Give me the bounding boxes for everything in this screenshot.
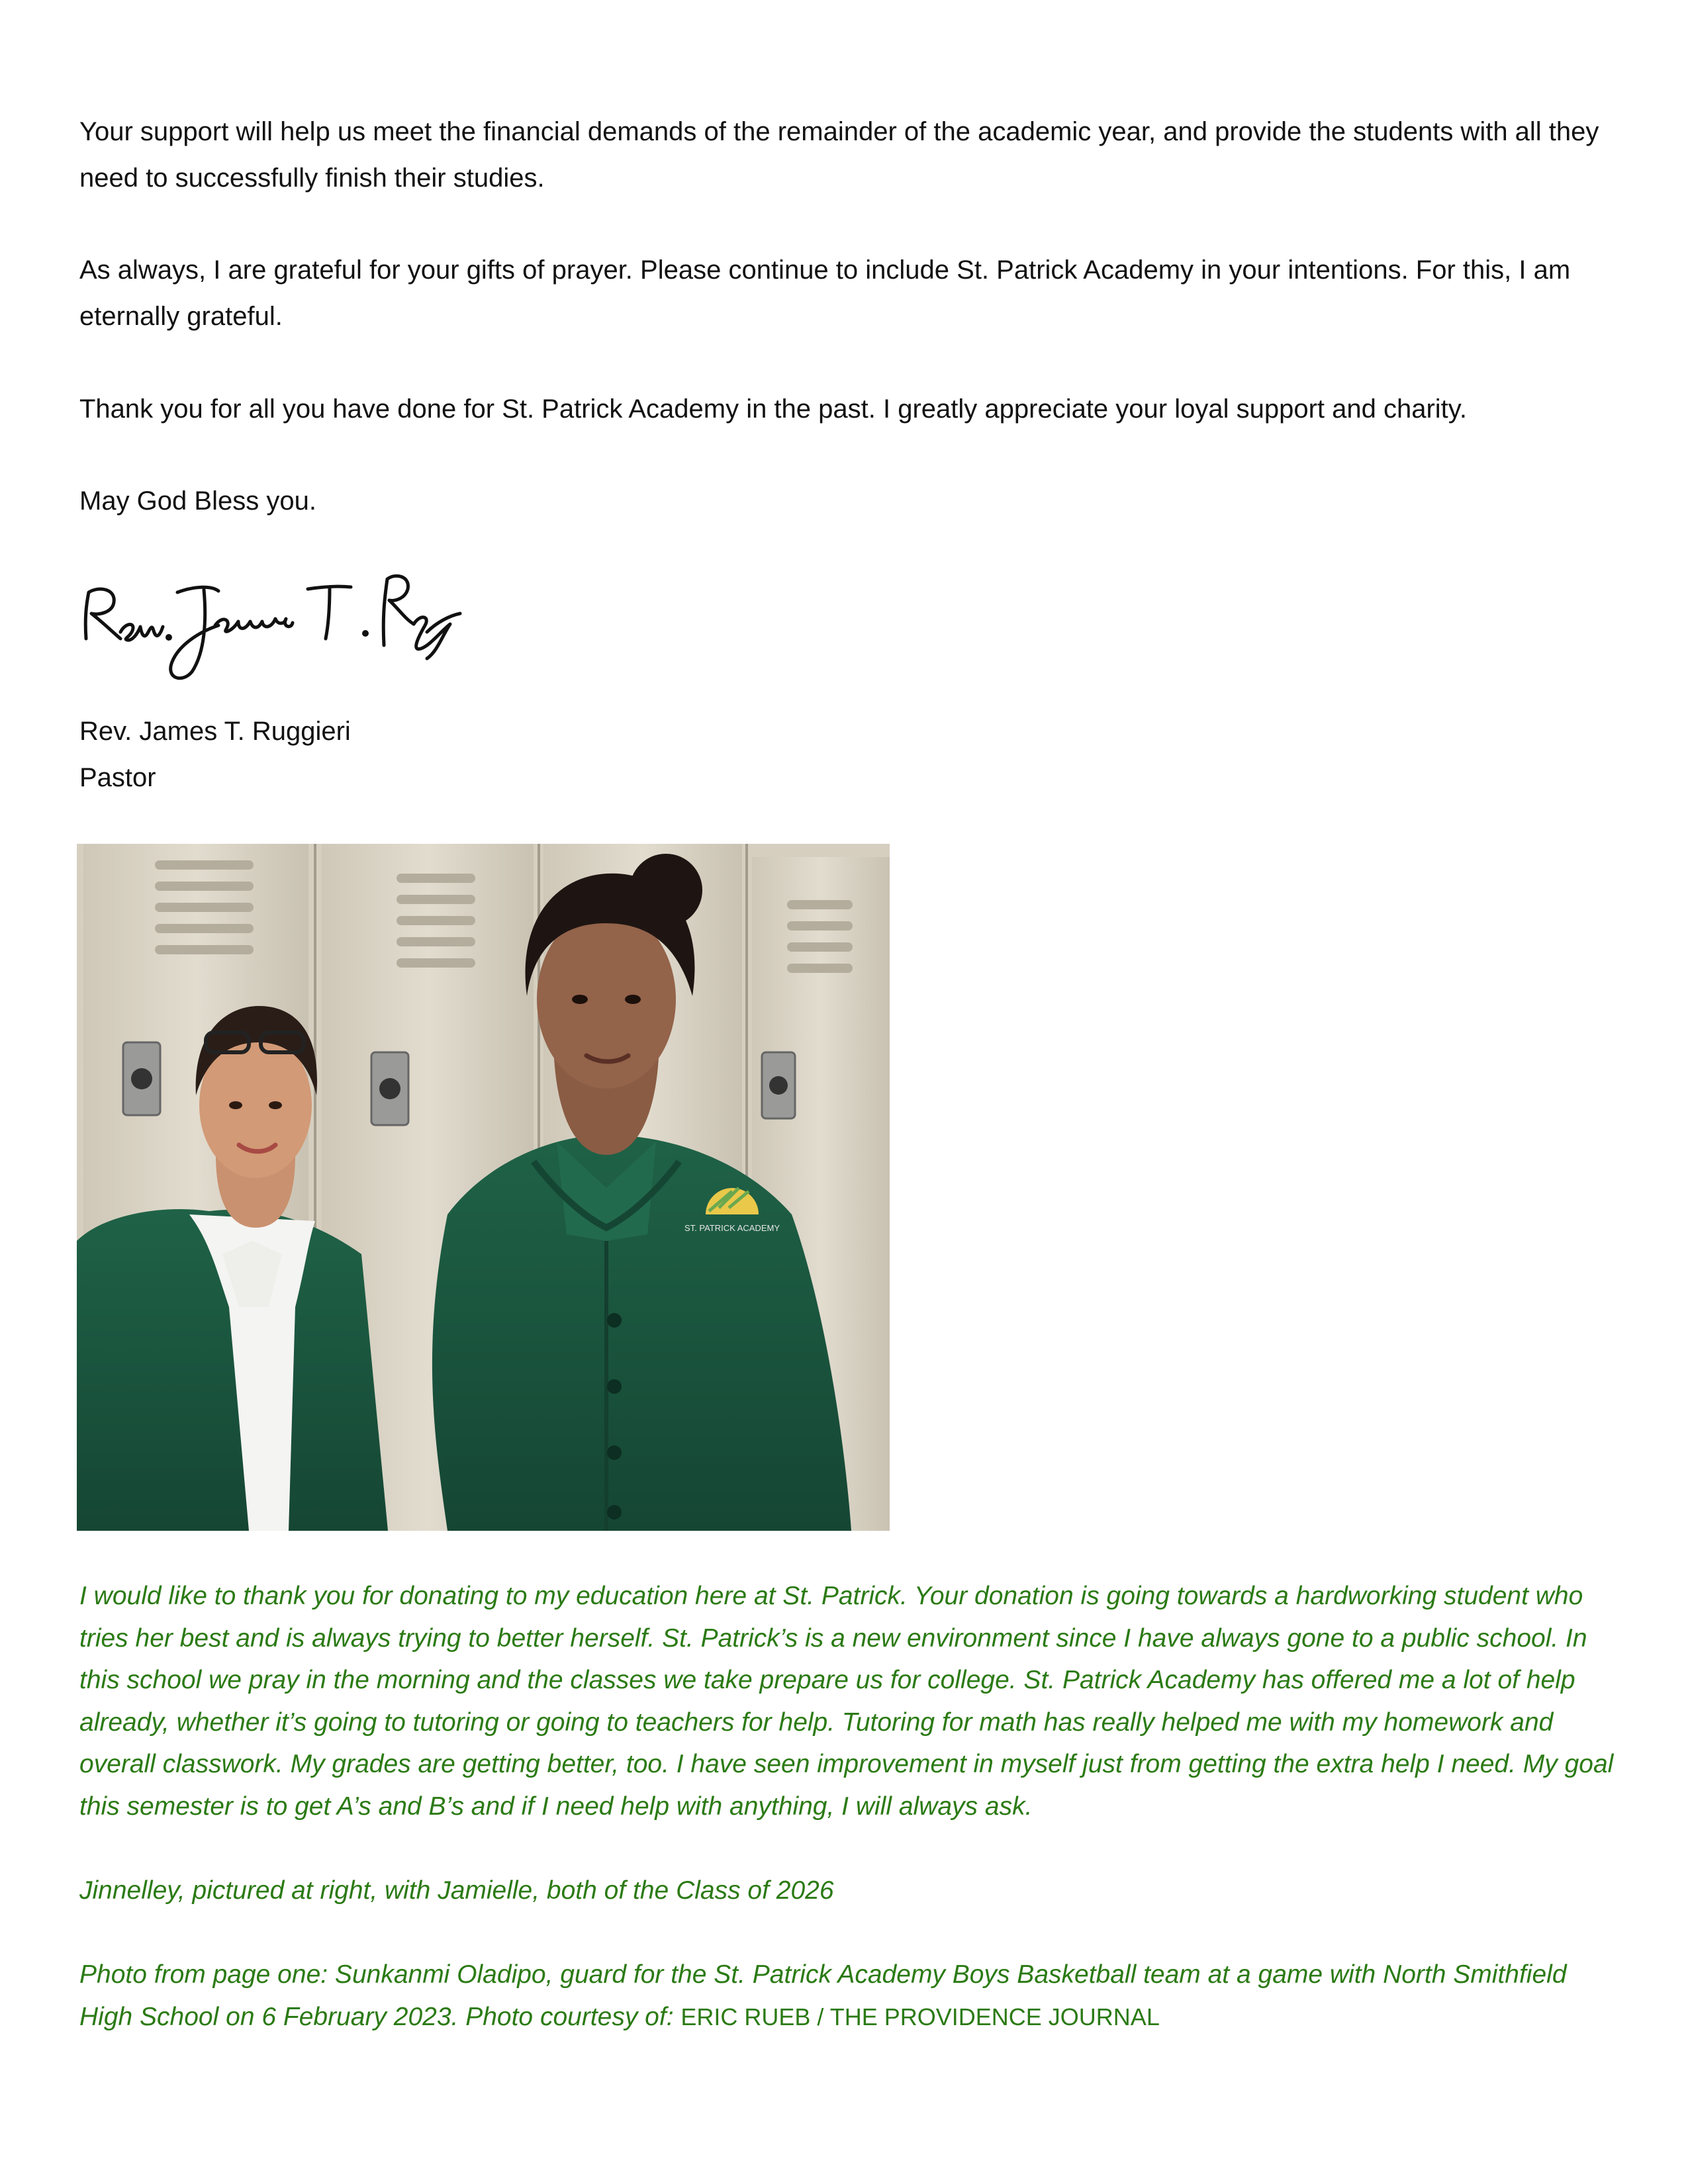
student-quote: I would like to thank you for donating to my education here at St. Patrick. Your donation is going towards a hardworking student who tries her best and is always trying to better herself. St. Patrick’s is a new environment since I have always gone to a public school. In this school we pray in the morning and the classes we take prepare us for college. St. Patrick Academy has offered me a lot of help already, whether it’s going to tutoring or going to teachers for help. Tutoring for math has really helped me with my homework and overall classwork. My grades are getting better, too. I have seen improvement in myself just from getting the extra help I need. My goal this semester is to get A’s and B’s and if I need help with anything, I will always ask. <box>79 1582 1614 1821</box>
letter-paragraph-2: As always, I are grateful for your gifts of prayer. Please continue to include St. Patrick Academy in your intentions. For this, I am eternally grateful. <box>79 255 1571 331</box>
letter-paragraph-1: Your support will help us meet the financial demands of the remainder of the academic year, and provide the students with all they need to successfully finish their studies. <box>79 117 1599 193</box>
letter-paragraph-3: Thank you for all you have done for St. Patrick Academy in the past. I greatly appreciate your loyal support and charity. <box>79 394 1467 424</box>
signer-name: Rev. James T. Ruggieri <box>79 717 351 746</box>
photo-credit <box>79 1954 1615 2038</box>
students-photo <box>77 844 890 1531</box>
photo-credit-source: ERIC RUEB / THE PROVIDENCE JOURNAL <box>680 2003 1160 2030</box>
photo-credit-text: Photo from page one: Sunkanmi Oladipo, guard for the St. Patrick Academy Boys Basketball team at a game with North Smithfield High School on 6 February 2023. Photo courtesy of: <box>79 1960 1567 2031</box>
signer-title: Pastor <box>79 763 156 792</box>
pastor-signature <box>79 553 463 685</box>
sweater-logo-text: ST. PATRICK ACADEMY <box>684 1223 780 1233</box>
letter-paragraph-4: May God Bless you. <box>79 486 316 516</box>
photo-caption: Jinnelley, pictured at right, with Jamielle, both of the Class of 2026 <box>79 1876 834 1905</box>
